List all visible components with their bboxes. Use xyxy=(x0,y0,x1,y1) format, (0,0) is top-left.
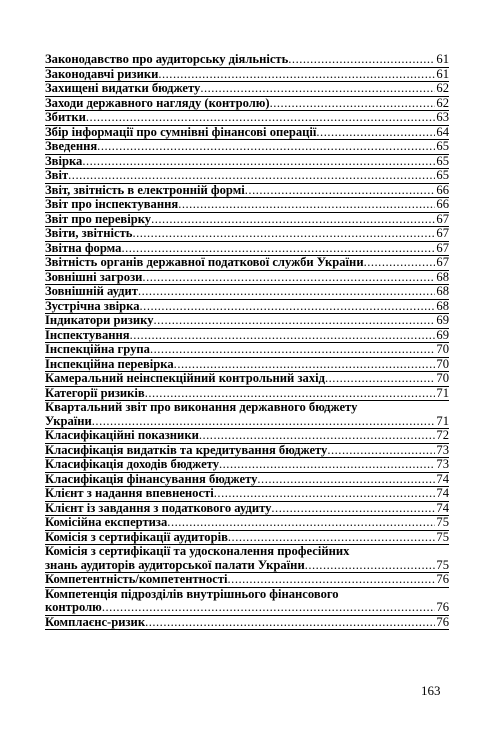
index-entry-page: 64 xyxy=(436,124,449,139)
index-entry xyxy=(45,329,449,344)
dot-leader xyxy=(228,573,436,587)
index-entry-term: Комісійна експертиза xyxy=(45,515,168,529)
index-entry-term: Компетентність/компетентності xyxy=(45,572,228,586)
dot-leader xyxy=(245,184,436,198)
dot-leader xyxy=(327,444,435,458)
index-entry xyxy=(45,140,449,155)
dot-leader xyxy=(178,198,435,212)
index-entry-term: Класифікація видатків та кредитування бюджету xyxy=(45,442,328,457)
dot-leader xyxy=(68,169,435,183)
index-entry-term: Заходи державного нагляду (контролю) xyxy=(45,95,270,110)
index-entry-term-line1: Квартальний звіт про виконання державного бюджету xyxy=(45,400,358,414)
dot-leader xyxy=(86,111,436,125)
index-entry xyxy=(45,111,449,126)
index-list xyxy=(45,53,449,630)
index-entry xyxy=(45,387,449,402)
index-entry-term: Інспекційна група xyxy=(45,342,150,356)
index-entry-page: 70 xyxy=(436,371,449,385)
index-entry xyxy=(45,487,449,502)
dot-leader xyxy=(219,458,435,472)
index-entry-term: контролю xyxy=(45,600,102,614)
dot-leader xyxy=(271,502,435,516)
index-entry-continuation xyxy=(45,601,449,615)
index-entry-term: Законодавство про аудиторську діяльність xyxy=(45,52,289,66)
index-entry-term: Клієнт з надання впевненості xyxy=(45,486,214,500)
dot-leader xyxy=(288,53,435,67)
index-entry-term: Зведення xyxy=(45,139,98,153)
index-entry-term: Інспектування xyxy=(45,327,130,342)
dot-leader xyxy=(132,227,435,241)
index-entry xyxy=(45,358,449,373)
index-entry-page: 74 xyxy=(436,471,449,486)
index-entry-page: 71 xyxy=(436,413,449,428)
index-entry-term: України xyxy=(45,413,92,428)
index-entry-page: 68 xyxy=(436,269,449,284)
index-entry-page: 67 xyxy=(436,226,449,240)
index-entry xyxy=(45,198,449,213)
index-entry xyxy=(45,271,449,286)
dot-leader xyxy=(174,358,436,372)
index-entry xyxy=(45,502,449,517)
dot-leader xyxy=(228,531,436,545)
index-entry xyxy=(45,473,449,488)
index-entry-page: 61 xyxy=(436,66,449,81)
index-entry-page: 76 xyxy=(436,614,449,629)
index-entry xyxy=(45,573,449,588)
dot-leader xyxy=(167,516,435,530)
index-entry-page: 74 xyxy=(436,486,449,500)
index-entry-page: 69 xyxy=(436,313,449,327)
page-number: 163 xyxy=(421,683,441,698)
index-entry xyxy=(45,616,449,631)
index-entry-term: Звітна форма xyxy=(45,240,122,255)
dot-leader xyxy=(138,285,435,299)
index-entry-page: 61 xyxy=(436,52,449,66)
index-entry-page: 62 xyxy=(436,95,449,110)
index-entry-term-line1: Компетенція підрозділів внутрішнього фінансового xyxy=(45,586,339,601)
index-entry-term: Звіт про інспектування xyxy=(45,197,179,211)
dot-leader xyxy=(145,387,436,401)
dot-leader xyxy=(257,473,435,487)
dot-leader xyxy=(150,343,435,357)
index-entry xyxy=(45,444,449,459)
index-entry xyxy=(45,242,449,257)
index-entry xyxy=(45,169,449,184)
index-entry-term: Класифікаційні показники xyxy=(45,428,199,442)
index-entry-page: 63 xyxy=(436,110,449,124)
index-entry-page: 70 xyxy=(436,342,449,356)
index-entry-page: 67 xyxy=(436,255,449,269)
dot-leader xyxy=(154,314,436,328)
dot-leader xyxy=(151,213,435,227)
index-entry-page: 66 xyxy=(436,197,449,211)
index-entry-page: 71 xyxy=(436,385,449,400)
index-entry-term: Камеральний неінспекційний контрольний захід xyxy=(45,371,325,385)
index-entry xyxy=(45,256,449,271)
dot-leader xyxy=(214,487,436,501)
index-entry-term: Зовнішній аудит xyxy=(45,284,138,298)
index-entry-term: Зовнішні загрози xyxy=(45,269,143,284)
index-entry-page: 72 xyxy=(436,428,449,442)
index-entry-page: 65 xyxy=(436,153,449,168)
dot-leader xyxy=(158,68,435,82)
index-entry xyxy=(45,184,449,199)
index-entry-term: Зустрічна звірка xyxy=(45,298,140,313)
dot-leader xyxy=(92,415,436,429)
index-entry-term: Звіт xyxy=(45,168,69,182)
dot-leader xyxy=(145,616,435,630)
index-entry xyxy=(45,300,449,315)
index-entry-page: 74 xyxy=(436,500,449,515)
index-entry-page: 73 xyxy=(436,442,449,457)
dot-leader xyxy=(199,429,436,443)
index-entry-term: Звітність органів державної податкової служби України xyxy=(45,255,364,269)
index-entry-page: 68 xyxy=(436,284,449,298)
index-entry-term: Збір інформації про сумнівні фінансові операції xyxy=(45,124,317,139)
index-entry-page: 67 xyxy=(436,240,449,255)
index-entry-page: 66 xyxy=(436,182,449,197)
index-entry xyxy=(45,372,449,387)
index-entry-term: Збитки xyxy=(45,110,86,124)
index-entry-term-line1: Комісія з сертифікації та удосконалення професійних xyxy=(45,544,350,558)
index-entry xyxy=(45,155,449,170)
index-entry-page: 65 xyxy=(436,168,449,182)
dot-leader xyxy=(316,126,435,140)
index-entry-term: Звіт про перевірку xyxy=(45,211,152,226)
dot-leader xyxy=(140,300,436,314)
index-entry xyxy=(45,97,449,112)
index-entry-term: Класифікація доходів бюджету xyxy=(45,457,219,471)
index-entry xyxy=(45,458,449,473)
index-entry-page: 68 xyxy=(436,298,449,313)
index-entry-page: 76 xyxy=(436,572,449,586)
dot-leader xyxy=(270,97,436,111)
index-entry-page: 75 xyxy=(436,529,449,544)
index-entry xyxy=(45,429,449,444)
index-entry xyxy=(45,545,449,573)
dot-leader xyxy=(82,155,435,169)
index-entry-term: Категорії ризиків xyxy=(45,385,145,400)
index-entry-term: Індикатори ризику xyxy=(45,313,154,327)
dot-leader xyxy=(97,140,435,154)
index-entry-term: Законодавчі ризики xyxy=(45,66,159,81)
index-entry xyxy=(45,227,449,242)
index-entry-page: 70 xyxy=(436,356,449,371)
index-entry-page: 75 xyxy=(436,515,449,529)
index-entry xyxy=(45,314,449,329)
index-entry-term: Звіт, звітність в електронній формі xyxy=(45,182,245,197)
index-entry-page: 65 xyxy=(436,139,449,153)
index-entry xyxy=(45,126,449,141)
dot-leader xyxy=(305,559,436,573)
index-entry-term: Клієнт із завдання з податкового аудиту xyxy=(45,500,272,515)
dot-leader xyxy=(142,271,435,285)
index-entry-term: Комісія з сертифікації аудиторів xyxy=(45,529,228,544)
dot-leader xyxy=(102,601,436,615)
index-entry xyxy=(45,68,449,83)
index-entry-term: Інспекційна перевірка xyxy=(45,356,174,371)
index-entry-page: 62 xyxy=(436,81,449,95)
dot-leader xyxy=(200,82,435,96)
index-entry-term: знань аудиторів аудиторської палати України xyxy=(45,557,305,572)
index-entry xyxy=(45,531,449,546)
index-entry-term: Комплаєнс-ризик xyxy=(45,614,146,629)
index-entry xyxy=(45,343,449,358)
index-entry-continuation xyxy=(45,559,449,573)
index-entry-term: Звіти, звітність xyxy=(45,226,133,240)
index-entry-page: 75 xyxy=(436,557,449,572)
index-entry-page: 76 xyxy=(436,600,449,614)
index-entry xyxy=(45,401,449,429)
index-entry xyxy=(45,588,449,616)
dot-leader xyxy=(121,242,435,256)
dot-leader xyxy=(325,372,435,386)
index-entry-page: 67 xyxy=(436,211,449,226)
index-entry xyxy=(45,516,449,531)
index-entry-continuation xyxy=(45,415,449,429)
index-entry-page: 69 xyxy=(436,327,449,342)
dot-leader xyxy=(130,329,436,343)
index-entry-term: Захищені видатки бюджету xyxy=(45,81,201,95)
dot-leader xyxy=(364,256,436,270)
index-entry xyxy=(45,53,449,68)
index-entry xyxy=(45,213,449,228)
index-entry xyxy=(45,82,449,97)
index-entry-page: 73 xyxy=(436,457,449,471)
index-entry-term: Класифікація фінансування бюджету xyxy=(45,471,258,486)
index-entry xyxy=(45,285,449,300)
index-entry-term: Звірка xyxy=(45,153,83,168)
